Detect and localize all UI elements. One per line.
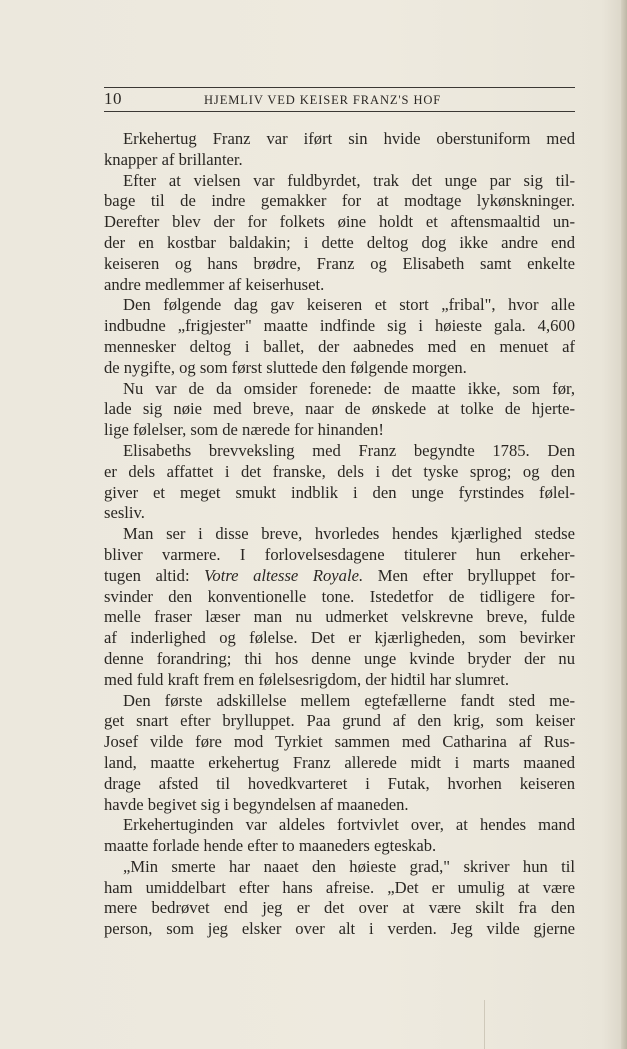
text-line-content: lade sig nøie med breve, naar de ønskede at tolke de hjerte- bbox=[104, 399, 575, 419]
text-line bbox=[104, 399, 575, 420]
text-line bbox=[104, 670, 575, 691]
text-line bbox=[104, 171, 575, 192]
text-line-content: person, som jeg elsker over alt i verden. Jeg vilde gjerne bbox=[104, 919, 575, 939]
text-line-content: „Min smerte har naaet den høieste grad," skriver hun til bbox=[123, 856, 575, 876]
text-line bbox=[104, 462, 575, 483]
text-line bbox=[104, 649, 575, 670]
text-line bbox=[104, 566, 575, 587]
text-line bbox=[104, 711, 575, 732]
text-line-content: get snart efter brylluppet. Paa grund af den krig, som keiser bbox=[104, 711, 575, 731]
text-line-content: svinder den konventionelle tone. Istedetfor de tidligere for- bbox=[104, 586, 575, 606]
text-line-content: knapper af brillanter. bbox=[104, 149, 243, 169]
text-line bbox=[104, 607, 575, 628]
text-line bbox=[104, 379, 575, 400]
text-line-content: med fuld kraft frem en følelsesrigdom, der hidtil har slumret. bbox=[104, 669, 510, 689]
text-line-content: sesliv. bbox=[104, 503, 145, 523]
text-line-content: bliver varmere. I forlovelsesdagene titulerer hun erkeher- bbox=[104, 544, 575, 564]
text-line bbox=[104, 420, 575, 441]
text-line-content: bage til de indre gemakker for at modtage lykønskninger. bbox=[104, 191, 575, 211]
text-line bbox=[104, 483, 575, 504]
text-line bbox=[104, 878, 575, 899]
text-line bbox=[104, 587, 575, 608]
running-title: HJEMLIV VED KEISER FRANZ'S HOF bbox=[204, 93, 442, 107]
text-line bbox=[104, 503, 575, 524]
text-line bbox=[104, 316, 575, 337]
text-line-content: Josef vilde føre mod Tyrkiet sammen med Catharina af Rus- bbox=[104, 732, 575, 752]
text-line bbox=[104, 358, 575, 379]
text-line-content: Nu var de da omsider forenede: de maatte ikke, som før, bbox=[123, 378, 575, 398]
text-line-content: Erkehertuginden var aldeles fortvivlet over, at hendes mand bbox=[123, 815, 575, 835]
running-header bbox=[104, 88, 575, 112]
text-line-content: ham umiddelbart efter hans afreise. „Det er umulig at være bbox=[104, 877, 575, 897]
text-line-content: tugen altid: bbox=[104, 565, 205, 585]
text-line bbox=[104, 524, 575, 545]
text-line bbox=[104, 753, 575, 774]
margin-mark bbox=[484, 1000, 485, 1049]
text-line bbox=[104, 275, 575, 296]
text-line-content: mennesker deltog i ballet, der aabnedes med en menuet af bbox=[104, 336, 575, 356]
text-line-content: Man ser i disse breve, hvorledes hendes kjærlighed stedse bbox=[123, 524, 575, 544]
body-text bbox=[104, 129, 575, 940]
text-line bbox=[104, 129, 575, 150]
text-line bbox=[104, 295, 575, 316]
text-line-content: maatte forlade hende efter to maaneders egteskab. bbox=[104, 836, 437, 856]
text-line bbox=[104, 691, 575, 712]
text-line bbox=[104, 815, 575, 836]
text-line-content: de nygifte, og som først sluttede den følgende morgen. bbox=[104, 357, 467, 377]
text-line-content: giver et meget smukt indblik i den unge fyrstindes følel- bbox=[104, 482, 575, 502]
text-line-content: melle fraser læser man nu udmerket velskrevne breve, fulde bbox=[104, 607, 575, 627]
text-line-content: andre medlemmer af keiserhuset. bbox=[104, 274, 325, 294]
text-line bbox=[104, 628, 575, 649]
header-rule-bottom bbox=[104, 111, 575, 112]
text-line-content: denne forandring; thi hos denne unge kvinde bryder der nu bbox=[104, 648, 575, 668]
text-line-continuation: Men efter brylluppet for- bbox=[363, 565, 575, 585]
text-line-content: Efter at vielsen var fuldbyrdet, trak det unge par sig til- bbox=[123, 170, 575, 190]
text-line bbox=[104, 233, 575, 254]
text-line bbox=[104, 732, 575, 753]
page-edge-shadow bbox=[621, 0, 627, 1049]
text-line-content: Derefter blev der for folkets øine holdt et aftensmaaltid un- bbox=[104, 212, 575, 232]
italic-phrase: Votre altesse Royale. bbox=[204, 565, 364, 585]
text-line bbox=[104, 919, 575, 940]
text-line-content: der en kostbar baldakin; i dette deltog dog ikke andre end bbox=[104, 232, 575, 252]
text-line-content: keiseren og hans brødre, Franz og Elisabeth samt enkelte bbox=[104, 253, 575, 273]
text-line-content: af inderlighed og følelse. Det er kjærligheden, som bevirker bbox=[104, 628, 575, 648]
text-line bbox=[104, 545, 575, 566]
text-line bbox=[104, 441, 575, 462]
text-line-content: Den første adskillelse mellem egtefællerne fandt sted me- bbox=[123, 690, 575, 710]
text-line-content: er dels affattet i det franske, dels i det tyske sprog; og den bbox=[104, 461, 575, 481]
text-line-content: indbudne „frigjester" maatte indfinde sig i høieste gala. 4,600 bbox=[104, 316, 575, 336]
text-line bbox=[104, 774, 575, 795]
text-line-content: mere bedrøvet end jeg er det over at være skilt fra den bbox=[104, 898, 575, 918]
text-line bbox=[104, 212, 575, 233]
text-line bbox=[104, 795, 575, 816]
page-number: 10 bbox=[104, 89, 122, 108]
text-line bbox=[104, 898, 575, 919]
text-line-content: drage afsted til hovedkvarteret i Futak, hvorhen keiseren bbox=[104, 773, 575, 793]
text-line-content: lige følelser, som de nærede for hinanden! bbox=[104, 420, 384, 440]
text-line bbox=[104, 254, 575, 275]
text-line bbox=[104, 191, 575, 212]
text-line-content: Den følgende dag gav keiseren et stort „fribal", hvor alle bbox=[123, 295, 575, 315]
text-line-content: Erkehertug Franz var iført sin hvide oberstuniform med bbox=[123, 129, 575, 148]
text-line bbox=[104, 337, 575, 358]
text-line-content: havde begivet sig i begyndelsen af maaneden. bbox=[104, 794, 409, 814]
text-line bbox=[104, 857, 575, 878]
text-line bbox=[104, 836, 575, 857]
text-line-content: Elisabeths brevveksling med Franz begyndte 1785. Den bbox=[123, 440, 575, 460]
text-line-content: land, maatte erkehertug Franz allerede midt i marts maaned bbox=[104, 752, 575, 772]
text-line bbox=[104, 150, 575, 171]
